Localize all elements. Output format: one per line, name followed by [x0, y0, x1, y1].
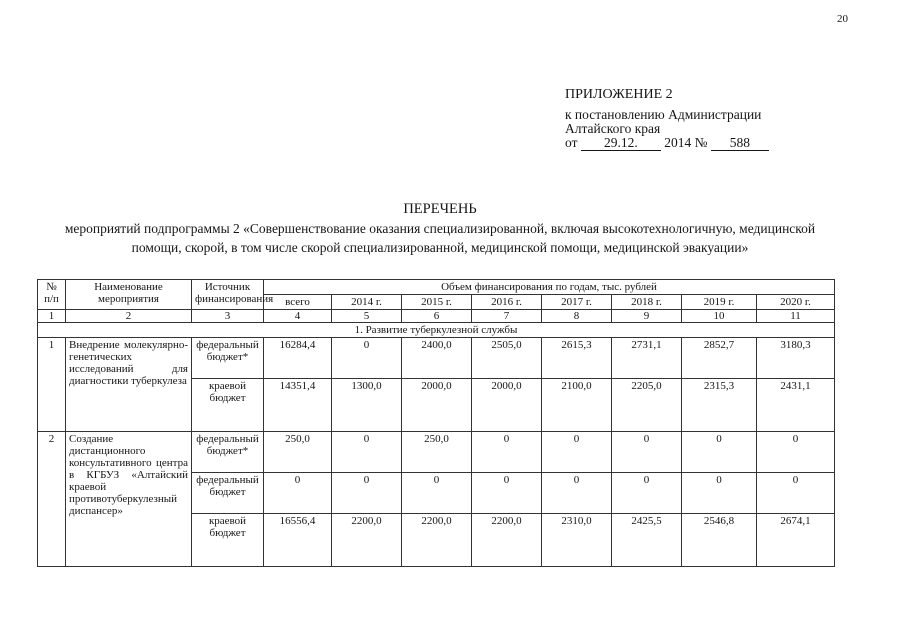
value-cell: 0	[682, 473, 757, 514]
value-cell: 0	[612, 473, 682, 514]
header-year: 2015 г.	[402, 295, 472, 310]
table-row	[38, 338, 835, 379]
funding-source: краевой бюджет	[192, 379, 264, 432]
column-index: 2	[66, 310, 192, 323]
value-cell: 14351,4	[264, 379, 332, 432]
value-cell: 2431,1	[757, 379, 835, 432]
header-year: 2019 г.	[682, 295, 757, 310]
value-cell: 2674,1	[757, 514, 835, 567]
column-index: 10	[682, 310, 757, 323]
value-cell: 0	[402, 473, 472, 514]
value-cell: 2310,0	[542, 514, 612, 567]
item-number: 2	[38, 432, 66, 567]
approval-number: 588	[711, 136, 769, 151]
column-index-row	[38, 310, 835, 323]
approval-date-line	[565, 136, 769, 151]
value-cell: 0	[757, 473, 835, 514]
column-index: 1	[38, 310, 66, 323]
value-cell: 2400,0	[402, 338, 472, 379]
value-cell: 0	[612, 432, 682, 473]
column-index: 8	[542, 310, 612, 323]
value-cell: 0	[542, 432, 612, 473]
column-index: 4	[264, 310, 332, 323]
header-year: 2017 г.	[542, 295, 612, 310]
header-year: 2014 г.	[332, 295, 402, 310]
funding-source: краевой бюджет	[192, 514, 264, 567]
value-cell: 2200,0	[472, 514, 542, 567]
value-cell: 16556,4	[264, 514, 332, 567]
header-source: Источник финансирования	[192, 280, 264, 310]
value-cell: 2200,0	[332, 514, 402, 567]
value-cell: 2000,0	[472, 379, 542, 432]
approval-from-prefix: от	[565, 135, 578, 150]
value-cell: 0	[332, 432, 402, 473]
value-cell: 2100,0	[542, 379, 612, 432]
header-year: всего	[264, 295, 332, 310]
header-year: 2020 г.	[757, 295, 835, 310]
approval-block	[565, 88, 769, 151]
page-number: 20	[837, 13, 848, 25]
value-cell: 250,0	[402, 432, 472, 473]
column-index: 3	[192, 310, 264, 323]
column-index: 7	[472, 310, 542, 323]
value-cell: 2615,3	[542, 338, 612, 379]
column-index: 9	[612, 310, 682, 323]
approval-title: ПРИЛОЖЕНИЕ 2	[565, 87, 673, 102]
approval-line2: Алтайского края	[565, 121, 661, 136]
value-cell: 0	[332, 338, 402, 379]
column-index: 11	[757, 310, 835, 323]
header-row	[38, 280, 835, 295]
header-num: № п/п	[38, 280, 66, 310]
value-cell: 2200,0	[402, 514, 472, 567]
value-cell: 2505,0	[472, 338, 542, 379]
value-cell: 0	[472, 432, 542, 473]
header-year: 2018 г.	[612, 295, 682, 310]
value-cell: 2852,7	[682, 338, 757, 379]
value-cell: 16284,4	[264, 338, 332, 379]
approval-year-prefix: 2014 №	[664, 135, 708, 150]
value-cell: 0	[332, 473, 402, 514]
item-name: Создание дистанционного консультативного центра в КГБУЗ «Алтайский краевой противотуберкулезный диспансер»	[66, 432, 192, 567]
value-cell: 2425,5	[612, 514, 682, 567]
value-cell: 0	[472, 473, 542, 514]
value-cell: 0	[757, 432, 835, 473]
funding-source: федеральный бюджет	[192, 473, 264, 514]
header-name: Наименование мероприятия	[66, 280, 192, 310]
funding-source: федеральный бюджет*	[192, 338, 264, 379]
header-funding-group: Объем финансирования по годам, тыс. рублей	[264, 280, 835, 295]
value-cell: 2546,8	[682, 514, 757, 567]
column-index: 6	[402, 310, 472, 323]
header-year: 2016 г.	[472, 295, 542, 310]
funding-table	[37, 279, 835, 567]
approval-line1: к постановлению Администрации	[565, 107, 762, 122]
value-cell: 2731,1	[612, 338, 682, 379]
value-cell: 2205,0	[612, 379, 682, 432]
item-name: Внедрение молекулярно-генетических исследований для диагностики туберкулеза	[66, 338, 192, 432]
approval-date: 29.12.	[581, 136, 661, 151]
value-cell: 0	[264, 473, 332, 514]
value-cell: 0	[682, 432, 757, 473]
table-row	[38, 432, 835, 473]
section-row	[38, 323, 835, 338]
value-cell: 2000,0	[402, 379, 472, 432]
page-title: ПЕРЕЧЕНЬ	[403, 201, 477, 217]
value-cell: 2315,3	[682, 379, 757, 432]
value-cell: 3180,3	[757, 338, 835, 379]
value-cell: 1300,0	[332, 379, 402, 432]
value-cell: 0	[542, 473, 612, 514]
column-index: 5	[332, 310, 402, 323]
funding-source: федеральный бюджет*	[192, 432, 264, 473]
value-cell: 250,0	[264, 432, 332, 473]
item-number: 1	[38, 338, 66, 432]
page-subtitle: мероприятий подпрограммы 2 «Совершенствование оказания специализированной, включая высокотехнологичную, медицинской помощи, скорой, в том числе скорой специализированной, медицинской помощи, медицинской эвакуации»	[64, 221, 816, 255]
section-title: 1. Развитие туберкулезной службы	[38, 323, 835, 338]
